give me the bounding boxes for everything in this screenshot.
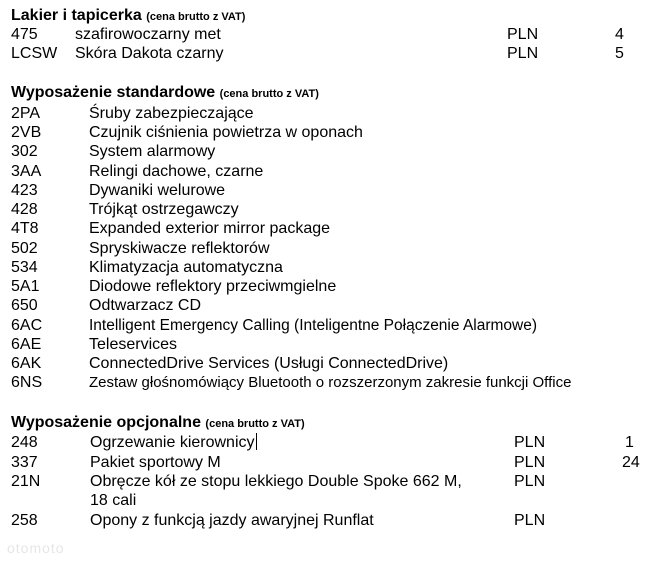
option-desc: szafirowoczarny met [75,26,221,43]
option-code: 4T8 [11,220,39,237]
option-code: 6AK [11,355,42,372]
currency: PLN [514,473,546,490]
section-title-standard-note: (cena brutto z VAT) [219,88,319,100]
standard-row [11,181,651,201]
standard-row [11,239,651,259]
option-code: 428 [11,201,38,218]
option-code: 475 [11,26,38,43]
currency: PLN [514,454,546,471]
option-desc: Teleservices [89,336,178,353]
option-desc: Pakiet sportowy M [90,454,221,471]
optional-row [11,433,651,453]
option-desc: Intelligent Emergency Calling (Inteligentne Połączenie Alarmowe) [89,317,538,334]
price: 1 [625,434,634,451]
optional-row [11,511,651,531]
option-code: 534 [11,259,38,276]
standard-row [11,316,651,336]
currency: PLN [514,512,546,529]
option-desc-wrap [90,433,257,453]
option-desc: Opony z funkcją jazdy awaryjnej Runflat [90,512,374,529]
standard-row [11,258,651,278]
option-code: 6AC [11,317,43,334]
option-code: LCSW [11,45,58,62]
optional-row [11,472,651,492]
section-title-optional-text: Wyposażenie opcjonalne [11,414,201,431]
option-code: 2PA [11,105,41,122]
standard-row [11,296,651,316]
option-code: 2VB [11,124,42,141]
optional-row [11,453,651,473]
option-desc: ConnectedDrive Services (Usługi ConnectedDrive) [89,355,449,372]
option-code: 258 [11,512,38,529]
section-title-paint [11,7,245,25]
standard-row [11,335,651,355]
option-code: 248 [11,434,38,451]
standard-row [11,277,651,297]
option-desc: Trójkąt ostrzegawczy [89,201,239,218]
option-code: 302 [11,143,38,160]
option-code: 650 [11,297,38,314]
standard-row [11,354,651,374]
option-code: 5A1 [11,278,40,295]
text-cursor [256,433,257,450]
paint-row [11,44,651,64]
price: 4 [615,26,624,43]
currency: PLN [514,434,546,451]
option-code: 423 [11,182,38,199]
section-title-paint-note: (cena brutto z VAT) [146,11,246,23]
optional-row-continuation [11,491,651,511]
option-code: 3AA [11,163,42,180]
option-desc: Zestaw głośnomówiący Bluetooth o rozszerzonym zakresie funkcji Office [89,374,572,391]
currency: PLN [507,26,539,43]
section-title-optional-note: (cena brutto z VAT) [205,418,305,430]
option-desc: Dywaniki welurowe [89,182,226,199]
option-desc: Czujnik ciśnienia powietrza w oponach [89,124,363,141]
option-desc: Obręcze kół ze stopu lekkiego Double Spoke 662 M, [90,473,462,490]
option-desc: Skóra Dakota czarny [75,45,224,62]
option-desc: Expanded exterior mirror package [89,220,331,237]
section-title-standard [11,84,319,102]
option-desc: System alarmowy [89,143,216,160]
option-code: 21N [11,473,41,490]
option-desc: Odtwarzacz CD [89,297,202,314]
price: 24 [622,454,640,471]
watermark: otomoto [7,540,65,556]
option-desc: Śruby zabezpieczające [89,105,254,122]
option-desc: Ogrzewanie kierownicy [90,434,255,451]
option-code: 6AE [11,336,42,353]
section-title-standard-text: Wyposażenie standardowe [11,84,216,101]
option-desc: Diodowe reflektory przeciwmgielne [89,278,337,295]
price: 5 [615,45,624,62]
section-title-optional [11,414,305,432]
section-title-paint-text: Lakier i tapicerka [11,7,142,24]
paint-row [11,25,651,45]
standard-row [11,200,651,220]
option-code: 6NS [11,374,43,391]
option-desc: Klimatyzacja automatyczna [89,259,283,276]
option-desc-line2: 18 cali [90,492,137,509]
standard-row [11,219,651,239]
standard-row [11,162,651,182]
option-desc: Spryskiwacze reflektorów [89,240,270,257]
option-code: 502 [11,240,38,257]
option-code: 337 [11,454,38,471]
standard-row [11,104,651,124]
standard-row [11,123,651,143]
standard-row [11,142,651,162]
standard-row [11,373,651,393]
currency: PLN [507,45,539,62]
option-desc: Relingi dachowe, czarne [89,163,264,180]
